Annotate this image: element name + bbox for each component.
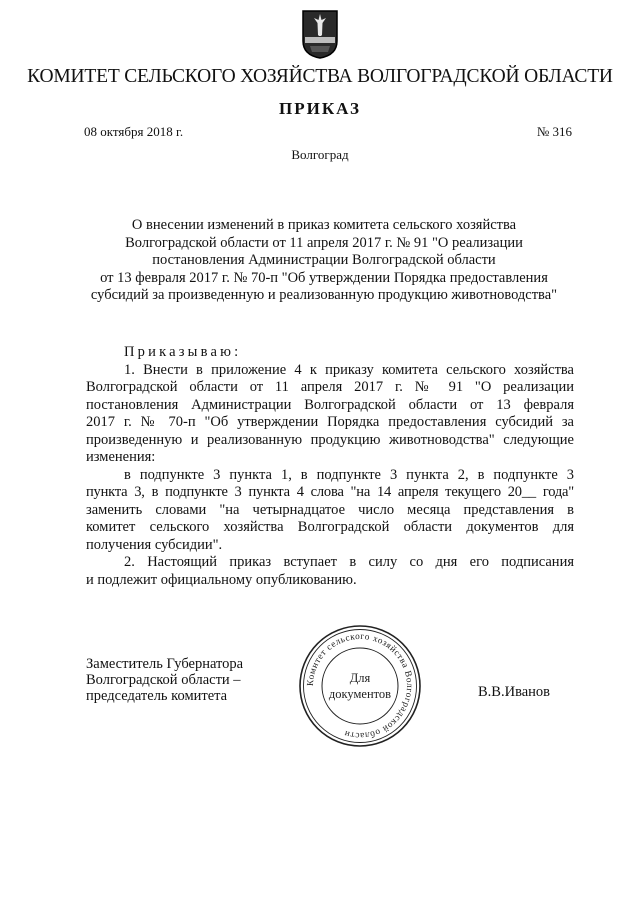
signer-name: В.В.Иванов [478, 684, 551, 700]
subject-line: от 13 февраля 2017 г. № 70-п "Об утверждении Порядка предоставления [100, 269, 548, 286]
paragraph-1-line: изменения: [86, 449, 156, 465]
paragraph-1-line: 2017 г. № 70-п "Об утверждении Порядка предоставления субсидий за [86, 414, 574, 430]
paragraph-2-line: заменить словами "на четырнадцатое число месяца представления в [86, 501, 574, 518]
paragraph-2-line: комитет сельского хозяйства Волгоградской области документов для [86, 519, 574, 535]
paragraph-3-line: 2. Настоящий приказ вступает в силу со дня его подписания [124, 554, 574, 570]
order-body [86, 344, 574, 589]
stamp-center-line-2: документов [328, 687, 392, 701]
document-number: № 316 [536, 124, 572, 139]
subject-line: субсидий за произведенную и реализованную продукцию животноводства" [90, 287, 558, 303]
signer-position [86, 656, 243, 704]
document-date: 08 октября 2018 г. [84, 124, 184, 139]
subject-line: Волгоградской области от 11 апреля 2017 г. № 91 "О реализации [125, 234, 523, 251]
document-city: Волгоград [291, 147, 349, 162]
subject-line: постановления Администрации Волгоградской области [152, 252, 496, 268]
document-type-heading: ПРИКАЗ [279, 99, 361, 118]
paragraph-1-line: постановления Администрации Волгоградской области от 13 февраля [86, 396, 574, 413]
coat-of-arms-emblem [300, 8, 340, 60]
stamp-center-line-1: Для [349, 671, 371, 685]
paragraph-1-line: произведенную и реализованную продукцию животноводства" следующие [86, 431, 574, 448]
paragraph-2-line: пункта 3, в подпункте 3 пункта 4 слова "на 14 апреля текущего 20__ года" [86, 484, 574, 500]
document-subject [60, 217, 588, 305]
official-stamp [296, 622, 424, 750]
paragraph-1-line: Волгоградской области от 11 апреля 2017 г. № 91 "О реализации [86, 379, 574, 395]
organization-title: КОМИТЕТ СЕЛЬСКОГО ХОЗЯЙСТВА ВОЛГОГРАДСКОЙ ОБЛАСТИ [27, 66, 613, 87]
paragraph-2-line: в подпункте 3 пункта 1, в подпункте 3 пункта 2, в подпункте 3 [124, 466, 574, 483]
subject-line: О внесении изменений в приказ комитета сельского хозяйства [131, 217, 517, 233]
stamp-ring-text: Комитет сельского хозяйства Волгоградской области [304, 630, 416, 742]
paragraph-2-line: получения субсидии". [86, 536, 223, 553]
paragraph-1-line: 1. Внести в приложение 4 к приказу комитета сельского хозяйства [124, 361, 574, 378]
paragraph-3-line: и подлежит официальному опубликованию. [86, 571, 357, 588]
order-word: Приказываю: [124, 344, 242, 360]
signer-position-line: Заместитель Губернатора [86, 656, 244, 672]
signer-position-line: Волгоградской области – [86, 672, 241, 688]
signer-position-line: председатель комитета [86, 688, 228, 704]
